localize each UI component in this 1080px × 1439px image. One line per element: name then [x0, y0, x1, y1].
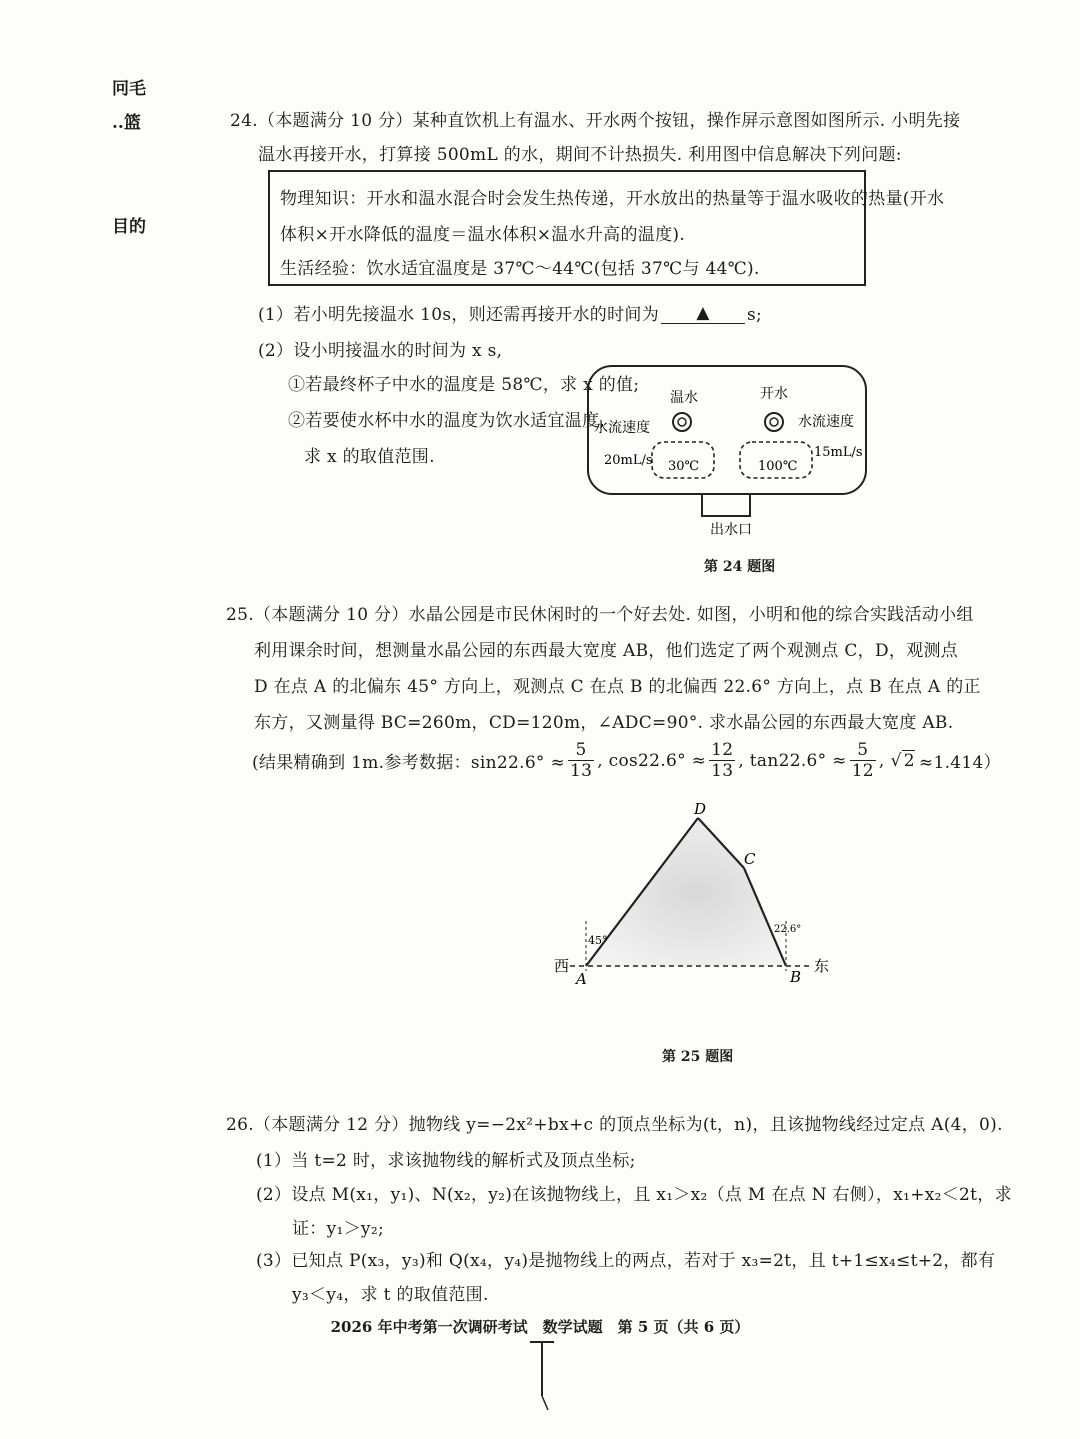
speed-label-left: 水流速度: [594, 420, 650, 436]
warm-button-icon: [673, 413, 691, 431]
cos-denominator: 13: [711, 761, 734, 781]
q26-part-3a: (3）已知点 P(x₃，y₃)和 Q(x₄，y₄)是抛物线上的两点，若对于 x₃=2t，且 t+1≤x₄≤t+2，都有: [256, 1251, 996, 1271]
q24-part-1-unit: s;: [747, 305, 763, 325]
hot-button-icon: [765, 413, 783, 431]
box-line-1: 物理知识：开水和温水混合时会发生热传递，开水放出的热量等于温水吸收的热量(开水: [280, 189, 945, 209]
q26-line-1: 26.（本题满分 12 分）抛物线 y=−2x²+bx+c 的顶点坐标为(t，n)，且该抛物线经过定点 A(4，0).: [226, 1115, 1003, 1135]
q24-part-2a: ①若最终杯子中水的温度是 58℃，求 x 的值;: [288, 375, 640, 395]
label-c: C: [744, 850, 756, 868]
q24-line-2: 温水再接开水，打算接 500mL 的水，期间不计热损失. 利用图中信息解决下列问题:: [258, 145, 902, 165]
q24-part-1: [258, 300, 762, 326]
q25-line-4: 东方，又测量得 BC=260m，CD=120m，∠ADC=90°. 求水晶公园的东西最大宽度 AB.: [254, 713, 954, 733]
park-area: [586, 818, 786, 966]
page-footer: 2026 年中考第一次调研考试 数学试题 第 5 页（共 6 页）: [330, 1318, 750, 1336]
q26-part-2a: (2）设点 M(x₁，y₁)、N(x₂，y₂)在该抛物线上，且 x₁＞x₂（点 M 在点 N 右侧），x₁+x₂＜2t，求: [256, 1185, 1012, 1205]
margin-text-3: 目的: [112, 217, 146, 237]
temp-left: 30℃: [668, 459, 700, 474]
hot-button-inner-icon: [770, 418, 778, 426]
dispenser-diagram: [580, 360, 880, 550]
q26-part-1: (1）当 t=2 时，求该抛物线的解析式及顶点坐标;: [256, 1151, 636, 1171]
label-east: 东: [814, 957, 830, 975]
triangle-mark-icon: ▲: [696, 303, 710, 323]
q25-reference-data: [252, 740, 1001, 781]
park-diagram: [548, 796, 848, 1036]
speed-label-right: 水流速度: [798, 414, 854, 430]
hot-label: 开水: [760, 386, 788, 402]
rate-left: 20mL/s: [604, 453, 653, 468]
margin-text-1: 冋毛: [112, 79, 146, 99]
q25-line-2: 利用课余时间，想测量水晶公园的东西最大宽度 AB，他们选定了两个观测点 C，D，观测点: [254, 641, 959, 661]
temp-right: 100℃: [758, 459, 798, 474]
sin-denominator: 13: [570, 761, 593, 781]
sqrt-sign-icon: √: [890, 750, 902, 771]
q24-part-2: (2）设小明接温水的时间为 x s,: [258, 341, 503, 361]
label-west: 西: [554, 957, 570, 975]
margin-text-2: ..篮: [112, 113, 141, 133]
q26-part-3b: y₃＜y₄，求 t 的取值范围.: [292, 1285, 489, 1305]
warm-button-inner-icon: [678, 418, 686, 426]
outlet-label: 出水口: [710, 522, 752, 538]
sin-numerator: 5: [568, 740, 594, 761]
tan-fraction: [850, 740, 876, 781]
label-d: D: [694, 800, 707, 818]
physics-knowledge-box: [268, 170, 945, 286]
sqrt-radicand: 2: [903, 751, 915, 771]
outlet-spout: [702, 494, 750, 516]
q24-part-2c: 求 x 的取值范围.: [304, 447, 435, 467]
tan-text: , tan22.6° ≈: [738, 750, 847, 771]
sin-fraction: [568, 740, 594, 781]
cos-fraction: [709, 740, 735, 781]
label-b: B: [790, 968, 802, 986]
cos-numerator: 12: [711, 740, 734, 760]
figure-24-caption: 第 24 题图: [704, 559, 776, 575]
binding-mark-icon: [526, 1338, 560, 1418]
tan-denominator: 12: [851, 761, 874, 781]
q25-line-1: 25.（本题满分 10 分）水晶公园是市民休闲时的一个好去处. 如图，小明和他的综合实践活动小组: [226, 605, 974, 625]
cos-text: , cos22.6° ≈: [597, 750, 707, 771]
label-a: A: [576, 970, 587, 988]
q24-part-1-text: (1）若小明先接温水 10s，则还需再接开水的时间为: [258, 305, 660, 325]
sqrt-suffix: ≈1.414）: [918, 753, 1001, 773]
answer-blank: [661, 303, 745, 324]
q26-part-2b: 证：y₁＞y₂;: [292, 1219, 384, 1239]
ref-prefix: (结果精确到 1m.参考数据：sin22.6° ≈: [252, 753, 565, 773]
q24-part-2b: ②若要使水杯中水的温度为饮水适宜温度,: [288, 411, 606, 431]
q24-line-1: 24.（本题满分 10 分）某种直饮机上有温水、开水两个按钮，操作屏示意图如图所示. 小明先接: [230, 111, 961, 131]
q25-line-3: D 在点 A 的北偏东 45° 方向上，观测点 C 在点 B 的北偏西 22.6° 方向上，点 B 在点 A 的正: [254, 677, 981, 697]
box-line-3: 生活经验：饮水适宜温度是 37℃～44℃(包括 37℃与 44℃).: [280, 259, 760, 279]
sqrt-prefix: ,: [878, 750, 885, 771]
angle-b-label: 22.6°: [774, 924, 802, 935]
warm-label: 温水: [670, 390, 698, 406]
figure-25-caption: 第 25 题图: [662, 1049, 734, 1065]
tan-numerator: 5: [850, 740, 876, 761]
rate-right: 15mL/s: [814, 445, 863, 460]
angle-a-label: 45°: [588, 934, 608, 947]
box-line-2: 体积×开水降低的温度＝温水体积×温水升高的温度).: [280, 225, 686, 245]
